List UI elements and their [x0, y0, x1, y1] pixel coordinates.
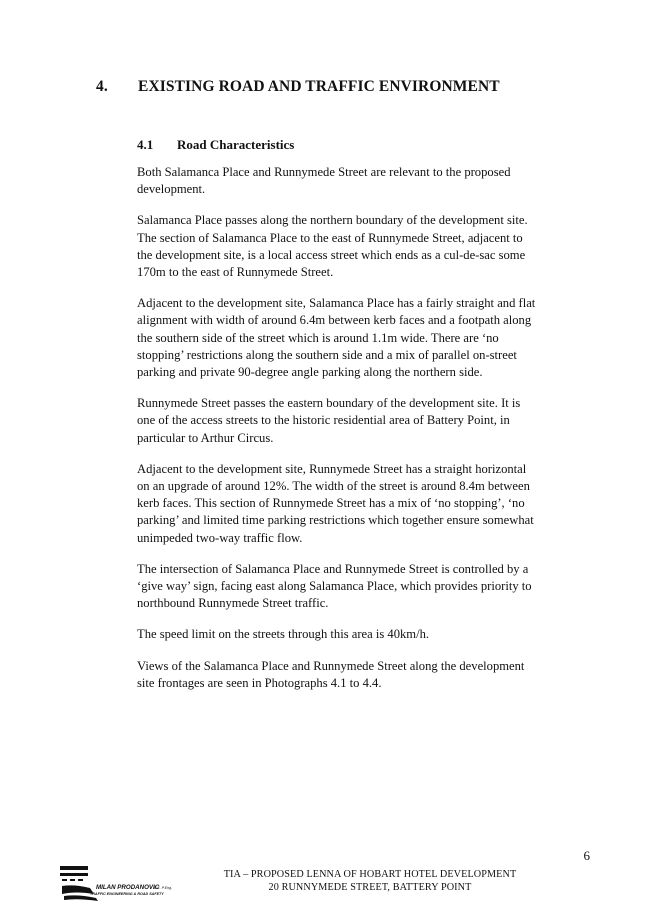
paragraph-line: kerb faces. This section of Runnymede Street has a mix of ‘no stopping’, ‘no	[137, 496, 525, 511]
paragraph-line: on an upgrade of around 12%. The width of the street is around 8.4m between	[137, 479, 530, 494]
subsection-heading	[137, 137, 294, 153]
company-logo	[60, 864, 178, 904]
logo-road-band-middle	[60, 873, 88, 876]
paragraph-line: one of the access streets to the historic residential area of Battery Point, in	[137, 413, 510, 428]
footer-line-1: TIA – PROPOSED LENNA OF HOBART HOTEL DEVELOPMENT	[223, 869, 517, 880]
body-paragraph	[137, 461, 557, 547]
paragraph-line: The section of Salamanca Place to the east of Runnymede Street, adjacent to	[137, 230, 523, 245]
paragraph-line: Salamanca Place passes along the northern boundary of the development site.	[137, 213, 528, 228]
footer	[185, 869, 555, 894]
paragraph-line: ‘give way’ sign, facing east along Salamanca Place, which provides priority to	[137, 579, 532, 594]
paragraph-line: northbound Runnymede Street traffic.	[137, 596, 329, 611]
section-number: 4.	[96, 78, 108, 95]
body-paragraph	[137, 295, 557, 381]
paragraph-line: Both Salamanca Place and Runnymede Street are relevant to the proposed	[137, 165, 511, 179]
paragraph-line: The speed limit on the streets through this area is 40km/h.	[137, 627, 430, 642]
paragraph-line: Runnymede Street passes the eastern boundary of the development site. It is	[137, 396, 521, 411]
body-paragraph	[137, 658, 557, 692]
subsection-number: 4.1	[137, 137, 154, 152]
paragraph-line: unimpeded two-way traffic flow.	[137, 530, 303, 545]
footer-line-2: 20 RUNNYMEDE STREET, BATTERY POINT	[268, 881, 472, 893]
paragraph-line: Adjacent to the development site, Salamanca Place has a fairly straight and flat	[137, 296, 536, 311]
logo-road-curve-lower	[64, 895, 98, 901]
paragraph-line: parking and private 90-degree angle parking along the northern side.	[137, 365, 483, 380]
body-paragraph	[137, 561, 557, 613]
logo-lane-dash-1	[62, 879, 67, 881]
body-paragraph	[137, 395, 557, 447]
logo-name: MILAN PRODANOVIC	[96, 884, 160, 891]
section-title: EXISTING ROAD AND TRAFFIC ENVIRONMENT	[138, 78, 500, 95]
paragraph-line: Adjacent to the development site, Runnymede Street has a straight horizontal	[137, 461, 527, 476]
body-paragraph	[137, 626, 557, 643]
logo-road-band-top	[60, 866, 88, 870]
page-number: 6	[583, 848, 590, 863]
logo-tagline: TRAFFIC ENGINEERING & ROAD SAFETY	[90, 892, 164, 896]
subsection-title: Road Characteristics	[177, 137, 295, 152]
paragraph-line: the development site, is a local access street which ends as a cul-de-sac some	[137, 247, 526, 262]
paragraph-line: parking’ and limited time parking restrictions which together ensure somewhat	[137, 513, 534, 528]
paragraph-line: stopping’ restrictions along the southern side and a mix of parallel on-street	[137, 347, 517, 362]
logo-lane-dash-2	[70, 879, 75, 881]
logo-lane-dash-3	[78, 879, 83, 881]
body-text	[137, 164, 557, 706]
paragraph-line: site frontages are seen in Photographs 4.1 to 4.4.	[137, 675, 382, 690]
section-heading	[96, 78, 500, 96]
paragraph-line: development.	[137, 182, 206, 197]
paragraph-line: The intersection of Salamanca Place and Runnymede Street is controlled by a	[137, 561, 529, 576]
paragraph-line: 170m to the east of Runnymede Street.	[137, 265, 334, 280]
paragraph-line: Views of the Salamanca Place and Runnymede Street along the development	[137, 658, 525, 673]
logo-credentials: B.E. P.Eng.	[154, 886, 173, 890]
paragraph-line: the southern side of the street which is around 1.1m wide. There are ‘no	[137, 330, 499, 345]
paragraph-line: alignment with width of around 6.4m between kerb faces and a footpath along	[137, 313, 532, 328]
body-paragraph	[137, 164, 557, 198]
paragraph-line: particular to Arthur Circus.	[137, 430, 274, 445]
body-paragraph	[137, 212, 557, 281]
